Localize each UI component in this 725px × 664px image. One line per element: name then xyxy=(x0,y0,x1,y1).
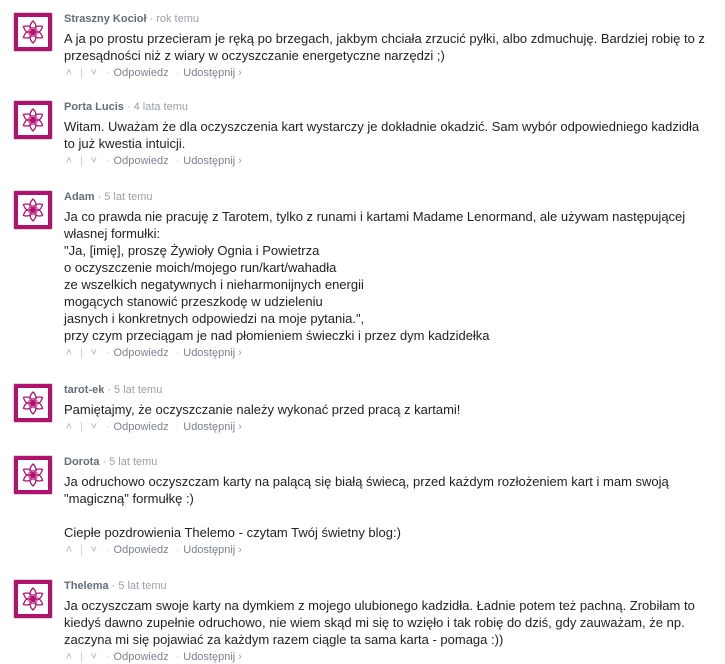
upvote-icon[interactable]: ˄ xyxy=(65,544,73,556)
share-chevron-icon: › xyxy=(238,544,242,556)
timestamp[interactable]: 4 lata temu xyxy=(133,101,188,113)
footer-separator: · xyxy=(175,544,180,556)
footer-separator: · xyxy=(175,347,180,359)
comment-text: Witam. Uważam że dla oczyszczenia kart wystarczy je dokładnie okadzić. Sam wybór odpowiedniego kadzidła to już kwestia intuicji. xyxy=(64,119,700,151)
author-name[interactable]: Porta Lucis xyxy=(64,101,124,113)
reply-link[interactable]: Odpowiedz xyxy=(113,544,169,556)
footer-separator: · xyxy=(105,67,110,79)
meta-separator: · xyxy=(107,384,112,396)
comment-meta xyxy=(64,190,719,204)
footer-separator: · xyxy=(175,421,180,433)
comment-footer xyxy=(64,66,719,80)
meta-separator: · xyxy=(149,13,154,25)
avatar[interactable] xyxy=(13,579,53,619)
downvote-icon[interactable]: ˅ xyxy=(90,67,98,79)
comment-meta xyxy=(64,579,719,593)
downvote-icon[interactable]: ˅ xyxy=(90,155,98,167)
reply-link[interactable]: Odpowiedz xyxy=(113,347,169,359)
downvote-icon[interactable]: ˅ xyxy=(90,651,98,663)
share-chevron-icon: › xyxy=(238,67,242,79)
upvote-icon[interactable]: ˄ xyxy=(65,155,73,167)
share-chevron-icon: › xyxy=(238,651,242,663)
footer-separator: · xyxy=(175,155,180,167)
share-link[interactable]: Udostępnij xyxy=(183,544,236,556)
share-chevron-icon: › xyxy=(238,421,242,433)
comment-meta xyxy=(64,12,719,26)
share-link[interactable]: Udostępnij xyxy=(183,67,236,79)
comment-text: A ja po prostu przecieram je ręką po brzegach, jakbym chciała zrzucić pyłki, albo zdmuchuję. Bardziej robię to z przesądności niż z wiary w oczyszczanie energetyczne narzędzi ;) xyxy=(64,31,705,63)
footer-separator: · xyxy=(105,544,110,556)
comment-footer xyxy=(64,346,719,360)
share-chevron-icon: › xyxy=(238,347,242,359)
reply-link[interactable]: Odpowiedz xyxy=(113,67,169,79)
vote-divider: | xyxy=(80,155,83,167)
upvote-icon[interactable]: ˄ xyxy=(65,651,73,663)
mandala-avatar-icon xyxy=(14,580,52,618)
downvote-icon[interactable]: ˅ xyxy=(90,421,98,433)
reply-link[interactable]: Odpowiedz xyxy=(113,651,169,663)
mandala-avatar-icon xyxy=(14,101,52,139)
reply-link[interactable]: Odpowiedz xyxy=(113,421,169,433)
comment-text: Ja oczyszczam swoje karty na dymkiem z mojego ulubionego kadzidła. Ładnie potem też pachną. Zrobiłam to kiedyś dawno zupełnie odruchowo, nie wiem skąd mi się to wzięło i tak robię do dziś, gdy zauważam, że np. zaczyna mi się pojawiać za każdym razem ciągle ta sama karta - pomaga :)) xyxy=(64,598,695,647)
avatar[interactable] xyxy=(13,100,53,140)
footer-separator: · xyxy=(175,651,180,663)
footer-separator: · xyxy=(105,155,110,167)
timestamp[interactable]: rok temu xyxy=(156,13,199,25)
meta-separator: · xyxy=(97,191,102,203)
comment-meta xyxy=(64,100,719,114)
comment-footer xyxy=(64,154,719,168)
reply-link[interactable]: Odpowiedz xyxy=(113,155,169,167)
share-link[interactable]: Udostępnij xyxy=(183,651,236,663)
comment-body xyxy=(64,579,719,664)
author-name[interactable]: Adam xyxy=(64,191,95,203)
comment-meta xyxy=(64,455,719,469)
avatar[interactable] xyxy=(13,455,53,495)
meta-separator: · xyxy=(111,580,116,592)
comment-body xyxy=(64,12,719,80)
upvote-icon[interactable]: ˄ xyxy=(65,421,73,433)
footer-separator: · xyxy=(175,67,180,79)
downvote-icon[interactable]: ˅ xyxy=(90,347,98,359)
vote-divider: | xyxy=(80,544,83,556)
footer-separator: · xyxy=(105,347,110,359)
footer-separator: · xyxy=(105,651,110,663)
mandala-avatar-icon xyxy=(14,191,52,229)
vote-divider: | xyxy=(80,67,83,79)
avatar[interactable] xyxy=(13,12,53,52)
timestamp[interactable]: 5 lat temu xyxy=(118,580,167,592)
comment-body xyxy=(64,100,719,168)
author-name[interactable]: Thelema xyxy=(64,580,109,592)
comment-footer xyxy=(64,650,719,664)
share-link[interactable]: Udostępnij xyxy=(183,155,236,167)
mandala-avatar-icon xyxy=(14,384,52,422)
share-link[interactable]: Udostępnij xyxy=(183,347,236,359)
comment-body xyxy=(64,383,719,434)
mandala-avatar-icon xyxy=(14,456,52,494)
mandala-avatar-icon xyxy=(14,13,52,51)
comment-footer xyxy=(64,420,719,434)
timestamp[interactable]: 5 lat temu xyxy=(104,191,153,203)
vote-divider: | xyxy=(80,651,83,663)
share-link[interactable]: Udostępnij xyxy=(183,421,236,433)
author-name[interactable]: Dorota xyxy=(64,456,100,468)
downvote-icon[interactable]: ˅ xyxy=(90,544,98,556)
comment-body xyxy=(64,190,719,360)
comment-text: Ja odruchowo oczyszczam karty na palącą się białą świecą, przed każdym rozłożeniem kart i mam swoją "magiczną" formułkę :) Ciepłe pozdrowienia Thelemo - czytam Twój świetny blog:) xyxy=(64,474,669,540)
timestamp[interactable]: 5 lat temu xyxy=(109,456,158,468)
author-name[interactable]: tarot-ek xyxy=(64,384,105,396)
comment-body xyxy=(64,455,719,557)
author-name[interactable]: Straszny Kocioł xyxy=(64,13,147,25)
meta-separator: · xyxy=(102,456,107,468)
comment-meta xyxy=(64,383,719,397)
upvote-icon[interactable]: ˄ xyxy=(65,347,73,359)
meta-separator: · xyxy=(126,101,131,113)
avatar[interactable] xyxy=(13,190,53,230)
share-chevron-icon: › xyxy=(238,155,242,167)
upvote-icon[interactable]: ˄ xyxy=(65,67,73,79)
comment-footer xyxy=(64,543,719,557)
comment-text: Pamiętajmy, że oczyszczanie należy wykonać przed pracą z kartami! xyxy=(64,402,461,417)
vote-divider: | xyxy=(80,421,83,433)
comment-text: Ja co prawda nie pracuję z Tarotem, tylko z runami i kartami Madame Lenormand, ale używam następującej własnej formułki: "Ja, [imię], proszę Żywioły Ognia i Powietrza o oczyszczenie moich/mojego run/kart/wahadła ze wszelkich negatywnych i nieharmonijnych energii mogących stanowić przeszkodę w udzieleniu jasnych i konkretnych odpowiedzi na moje pytania.", przy czym przeciągam je nad płomieniem świeczki i przez dym kadzidełka xyxy=(64,209,686,343)
vote-divider: | xyxy=(80,347,83,359)
avatar[interactable] xyxy=(13,383,53,423)
footer-separator: · xyxy=(105,421,110,433)
timestamp[interactable]: 5 lat temu xyxy=(114,384,163,396)
